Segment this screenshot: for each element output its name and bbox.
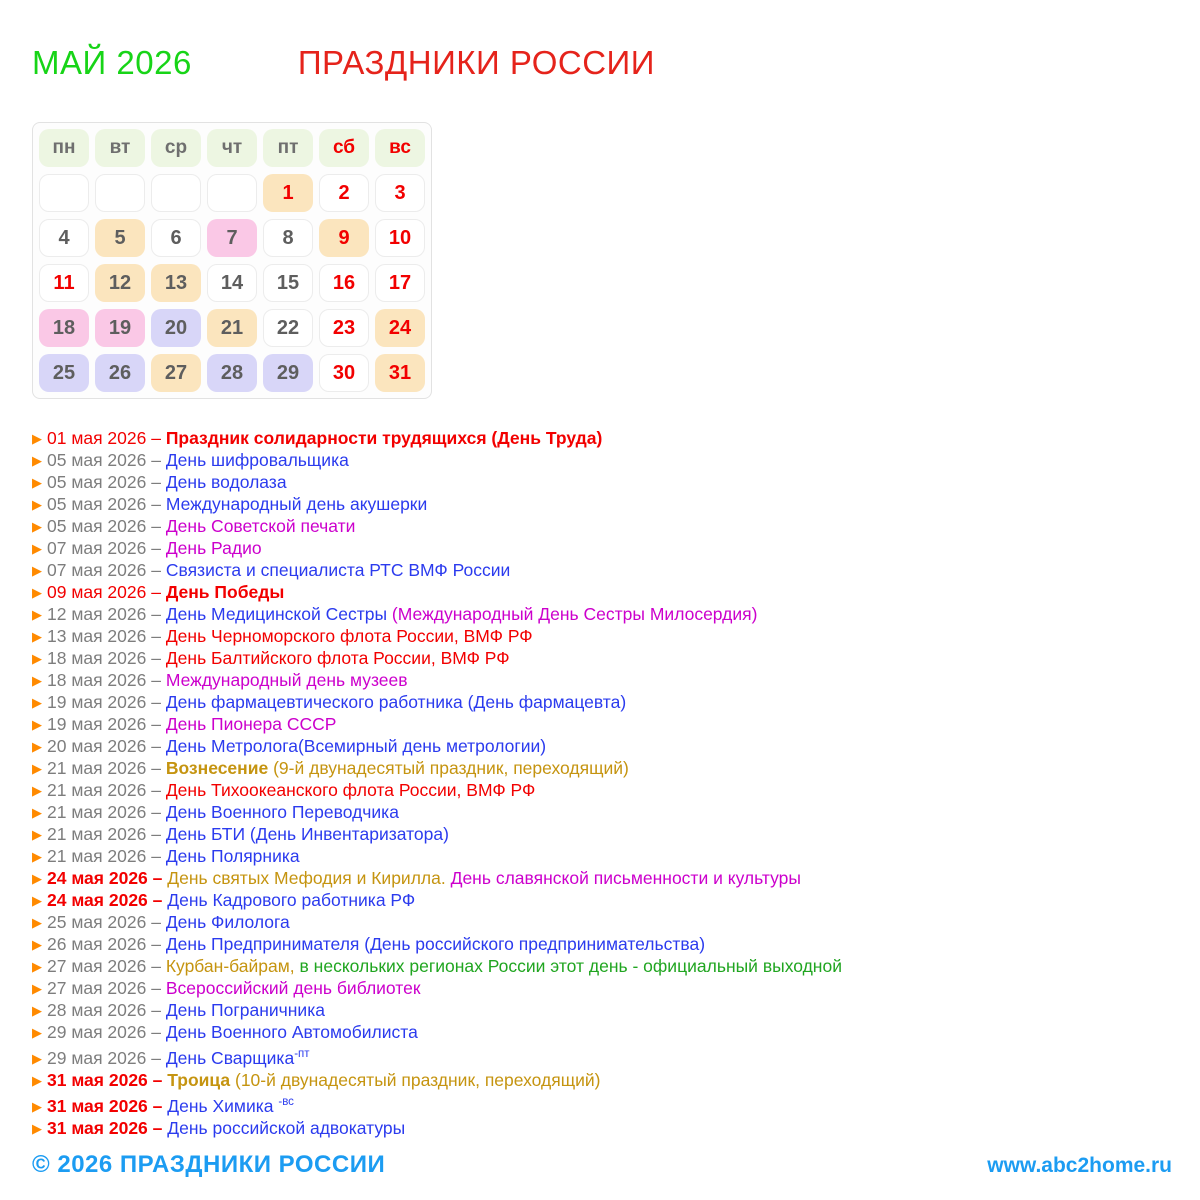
holiday-date: 28 мая 2026 – <box>47 1000 166 1020</box>
holiday-item <box>32 648 1168 670</box>
weekday-header-чт: чт <box>207 129 257 167</box>
holiday-item <box>32 692 1168 714</box>
calendar-day-26[interactable]: 26 <box>95 354 145 392</box>
holiday-name-part: День Медицинской Сестры <box>165 604 388 624</box>
bullet-triangle-icon: ▶ <box>32 475 42 490</box>
holiday-name-part: Связиста и специалиста РТС ВМФ России <box>165 560 511 580</box>
calendar-empty-cell <box>207 174 257 212</box>
calendar-empty-cell <box>151 174 201 212</box>
holiday-date: 27 мая 2026 – <box>47 956 166 976</box>
holiday-item <box>32 604 1168 626</box>
holiday-name-part: -пт <box>294 1048 310 1061</box>
holiday-date: 05 мая 2026 – <box>47 472 166 492</box>
website-link[interactable]: www.abc2home.ru <box>987 1154 1172 1177</box>
holiday-list <box>32 428 1168 1140</box>
bullet-triangle-icon: ▶ <box>32 519 42 534</box>
holiday-item <box>32 934 1168 956</box>
holiday-date: 07 мая 2026 – <box>47 538 166 558</box>
calendar-day-14[interactable]: 14 <box>207 264 257 302</box>
calendar-day-2[interactable]: 2 <box>319 174 369 212</box>
holiday-name-part: День шифровальщика <box>165 450 349 470</box>
calendar-day-19[interactable]: 19 <box>95 309 145 347</box>
holiday-item <box>32 956 1168 978</box>
bullet-triangle-icon: ▶ <box>32 1099 42 1114</box>
month-title: МАЙ 2026 <box>32 44 192 81</box>
bullet-triangle-icon: ▶ <box>32 1025 42 1040</box>
holiday-item <box>32 846 1168 868</box>
holiday-date: 12 мая 2026 – <box>47 604 166 624</box>
holiday-name-part: День Кадрового работника РФ <box>167 890 416 910</box>
calendar-day-22[interactable]: 22 <box>263 309 313 347</box>
calendar-day-9[interactable]: 9 <box>319 219 369 257</box>
holiday-name-part: День фармацевтического работника (День фармацевта) <box>165 692 627 712</box>
holiday-date: 13 мая 2026 – <box>47 626 166 646</box>
bullet-triangle-icon: ▶ <box>32 871 42 886</box>
calendar-day-10[interactable]: 10 <box>375 219 425 257</box>
holiday-name-part: День Тихоокеанского флота России, ВМФ РФ <box>165 780 536 800</box>
calendar-day-4[interactable]: 4 <box>39 219 89 257</box>
holiday-date: 24 мая 2026 – <box>47 890 168 910</box>
weekday-header-сб: сб <box>319 129 369 167</box>
calendar-empty-cell <box>95 174 145 212</box>
bullet-triangle-icon: ▶ <box>32 915 42 930</box>
bullet-triangle-icon: ▶ <box>32 1051 42 1066</box>
holiday-date: 21 мая 2026 – <box>47 846 166 866</box>
calendar <box>32 122 432 399</box>
holiday-name-part: Праздник <box>165 428 249 448</box>
holiday-name-part: День Радио <box>165 538 262 558</box>
weekday-header-вт: вт <box>95 129 145 167</box>
holiday-item <box>32 714 1168 736</box>
holiday-date: 19 мая 2026 – <box>47 714 166 734</box>
holiday-item <box>32 1000 1168 1022</box>
holiday-date: 05 мая 2026 – <box>47 494 166 514</box>
holiday-name-part: в нескольких регионах России этот день - официальный выходной <box>294 956 842 976</box>
holiday-item <box>32 582 1168 604</box>
holiday-item <box>32 824 1168 846</box>
holiday-date: 20 мая 2026 – <box>47 736 166 756</box>
holiday-item <box>32 758 1168 780</box>
holiday-date: 21 мая 2026 – <box>47 802 166 822</box>
calendar-day-8[interactable]: 8 <box>263 219 313 257</box>
holiday-date: 31 мая 2026 – <box>47 1096 168 1116</box>
bullet-triangle-icon: ▶ <box>32 761 42 776</box>
bullet-triangle-icon: ▶ <box>32 607 42 622</box>
holiday-name-part: Всероссийский день библиотек <box>165 978 421 998</box>
bullet-triangle-icon: ▶ <box>32 585 42 600</box>
bullet-triangle-icon: ▶ <box>32 431 42 446</box>
calendar-day-1[interactable]: 1 <box>263 174 313 212</box>
calendar-day-5[interactable]: 5 <box>95 219 145 257</box>
calendar-day-18[interactable]: 18 <box>39 309 89 347</box>
bullet-triangle-icon: ▶ <box>32 651 42 666</box>
bullet-triangle-icon: ▶ <box>32 827 42 842</box>
calendar-day-21[interactable]: 21 <box>207 309 257 347</box>
holiday-item <box>32 494 1168 516</box>
holiday-name-part: День Филолога <box>165 912 290 932</box>
holiday-date: 05 мая 2026 – <box>47 450 166 470</box>
holiday-item <box>32 450 1168 472</box>
footer <box>32 1151 1172 1179</box>
calendar-day-17[interactable]: 17 <box>375 264 425 302</box>
holiday-item <box>32 802 1168 824</box>
bullet-triangle-icon: ▶ <box>32 629 42 644</box>
bullet-triangle-icon: ▶ <box>32 1073 42 1088</box>
calendar-day-11[interactable]: 11 <box>39 264 89 302</box>
holiday-name-part: День Полярника <box>165 846 300 866</box>
weekday-header-вс: вс <box>375 129 425 167</box>
weekday-header-ср: ср <box>151 129 201 167</box>
holiday-date: 18 мая 2026 – <box>47 670 166 690</box>
holiday-item <box>32 670 1168 692</box>
bullet-triangle-icon: ▶ <box>32 497 42 512</box>
holiday-name-part: День российской адвокатуры <box>167 1118 406 1138</box>
calendar-day-3[interactable]: 3 <box>375 174 425 212</box>
holiday-item <box>32 890 1168 912</box>
page-title: ПРАЗДНИКИ РОССИИ <box>297 44 655 81</box>
holiday-item <box>32 1092 1168 1118</box>
bullet-triangle-icon: ▶ <box>32 673 42 688</box>
calendar-day-28[interactable]: 28 <box>207 354 257 392</box>
bullet-triangle-icon: ▶ <box>32 541 42 556</box>
holiday-name-part: солидарности трудящихся (День Труда) <box>248 428 603 448</box>
bullet-triangle-icon: ▶ <box>32 893 42 908</box>
calendar-day-20[interactable]: 20 <box>151 309 201 347</box>
bullet-triangle-icon: ▶ <box>32 849 42 864</box>
calendar-day-13[interactable]: 13 <box>151 264 201 302</box>
holiday-name-part: День БТИ (День Инвентаризатора) <box>165 824 449 844</box>
calendar-empty-cell <box>39 174 89 212</box>
calendar-day-31[interactable]: 31 <box>375 354 425 392</box>
calendar-day-16[interactable]: 16 <box>319 264 369 302</box>
holiday-name-part: День Военного Автомобилиста <box>165 1022 418 1042</box>
bullet-triangle-icon: ▶ <box>32 1003 42 1018</box>
holiday-name-part: День Предпринимателя (День российского предпринимательства) <box>165 934 706 954</box>
holiday-date: 25 мая 2026 – <box>47 912 166 932</box>
holiday-date: 24 мая 2026 – <box>47 868 168 888</box>
holiday-date: 31 мая 2026 – <box>47 1118 168 1138</box>
holiday-date: 19 мая 2026 – <box>47 692 166 712</box>
calendar-day-15[interactable]: 15 <box>263 264 313 302</box>
holiday-date: 21 мая 2026 – <box>47 758 166 778</box>
holiday-name-part: День Метролога(Всемирный день метрологии) <box>165 736 547 756</box>
holiday-name-part: День водолаза <box>165 472 287 492</box>
holiday-item <box>32 868 1168 890</box>
holiday-name-part: (10-й двунадесятый праздник, переходящий) <box>230 1070 601 1090</box>
holiday-date: 09 мая 2026 – <box>47 582 166 602</box>
holiday-date: 29 мая 2026 – <box>47 1048 166 1068</box>
bullet-triangle-icon: ▶ <box>32 717 42 732</box>
holiday-name-part: Троица <box>167 1070 231 1090</box>
holiday-name-part: День Химика <box>167 1096 279 1116</box>
weekday-header-пт: пт <box>263 129 313 167</box>
bullet-triangle-icon: ▶ <box>32 695 42 710</box>
calendar-day-24[interactable]: 24 <box>375 309 425 347</box>
holiday-item <box>32 780 1168 802</box>
calendar-day-25[interactable]: 25 <box>39 354 89 392</box>
calendar-day-29[interactable]: 29 <box>263 354 313 392</box>
holiday-date: 29 мая 2026 – <box>47 1022 166 1042</box>
holiday-item <box>32 912 1168 934</box>
holiday-name-part: День Балтийского флота России, ВМФ РФ <box>165 648 510 668</box>
holiday-name-part: День святых Мефодия и Кирилла. <box>167 868 446 888</box>
holiday-item <box>32 428 1168 450</box>
holiday-name-part: Международный день акушерки <box>165 494 428 514</box>
holiday-name-part: День славянской письменности и культуры <box>445 868 801 888</box>
holiday-name-part: -вс <box>278 1096 294 1109</box>
holiday-date: 27 мая 2026 – <box>47 978 166 998</box>
calendar-day-30[interactable]: 30 <box>319 354 369 392</box>
holiday-item <box>32 538 1168 560</box>
bullet-triangle-icon: ▶ <box>32 453 42 468</box>
holiday-item <box>32 516 1168 538</box>
holiday-name-part: День Пионера СССР <box>165 714 337 734</box>
bullet-triangle-icon: ▶ <box>32 937 42 952</box>
calendar-day-6[interactable]: 6 <box>151 219 201 257</box>
bullet-triangle-icon: ▶ <box>32 959 42 974</box>
holiday-item <box>32 626 1168 648</box>
holiday-name-part: День Сварщика <box>165 1048 295 1068</box>
holiday-name-part: День Военного Переводчика <box>165 802 399 822</box>
holiday-item <box>32 1044 1168 1070</box>
holiday-date: 26 мая 2026 – <box>47 934 166 954</box>
bullet-triangle-icon: ▶ <box>32 981 42 996</box>
holiday-name-part: День Пограничника <box>165 1000 325 1020</box>
holiday-date: 31 мая 2026 – <box>47 1070 168 1090</box>
bullet-triangle-icon: ▶ <box>32 739 42 754</box>
holiday-date: 18 мая 2026 – <box>47 648 166 668</box>
bullet-triangle-icon: ▶ <box>32 563 42 578</box>
holiday-name-part: День Советской печати <box>165 516 356 536</box>
copyright-text: © 2026 ПРАЗДНИКИ РОССИИ <box>32 1151 386 1178</box>
holiday-item <box>32 472 1168 494</box>
holiday-name-part: (9-й двунадесятый праздник, переходящий) <box>268 758 629 778</box>
holiday-item <box>32 560 1168 582</box>
calendar-day-27[interactable]: 27 <box>151 354 201 392</box>
holiday-date: 05 мая 2026 – <box>47 516 166 536</box>
bullet-triangle-icon: ▶ <box>32 805 42 820</box>
holiday-item <box>32 736 1168 758</box>
holiday-name-part: (Международный День Сестры Милосердия) <box>387 604 758 624</box>
holiday-date: 07 мая 2026 – <box>47 560 166 580</box>
holiday-name-part: День Победы <box>165 582 285 602</box>
holiday-date: 21 мая 2026 – <box>47 780 166 800</box>
weekday-header-пн: пн <box>39 129 89 167</box>
holiday-item <box>32 978 1168 1000</box>
holiday-name-part: Вознесение <box>165 758 269 778</box>
holiday-name-part: День Черноморского флота России, ВМФ РФ <box>165 626 533 646</box>
header <box>32 0 1168 82</box>
bullet-triangle-icon: ▶ <box>32 1121 42 1136</box>
calendar-day-12[interactable]: 12 <box>95 264 145 302</box>
holiday-name-part: Курбан-байрам, <box>165 956 295 976</box>
holiday-item <box>32 1070 1168 1092</box>
holiday-item <box>32 1118 1168 1140</box>
calendar-day-23[interactable]: 23 <box>319 309 369 347</box>
calendar-grid <box>39 129 425 392</box>
holiday-date: 21 мая 2026 – <box>47 824 166 844</box>
bullet-triangle-icon: ▶ <box>32 783 42 798</box>
holiday-item <box>32 1022 1168 1044</box>
holiday-name-part: Международный день музеев <box>165 670 408 690</box>
holiday-date: 01 мая 2026 – <box>47 428 166 448</box>
calendar-day-7[interactable]: 7 <box>207 219 257 257</box>
